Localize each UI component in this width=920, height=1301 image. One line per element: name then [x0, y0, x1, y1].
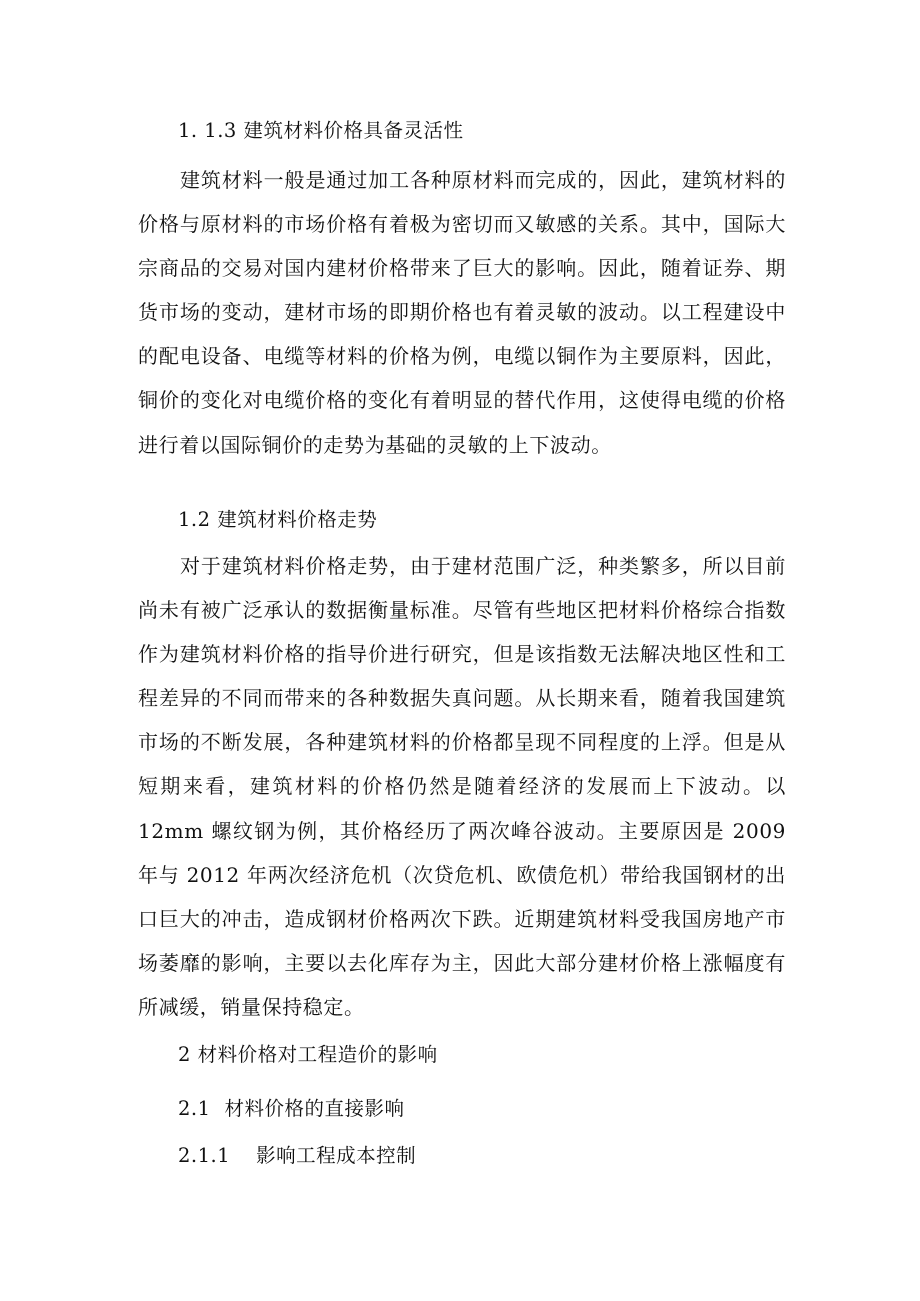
paragraph-material-price-trend: 对于建筑材料价格走势，由于建材范围广泛，种类繁多，所以目前尚未有被广泛承认的数据衡量标准。尽管有些地区把材料价格综合指数作为建筑材料价格的指导价进行研究，但是该指数无法解决地区性和工程差异的不同而带来的各种数据失真问题。从长期来看，随着我国建筑市场的不断发展，各种建筑材料的价格都呈现不同程度的上浮。但是从短期来看，建筑材料的价格仍然是随着经济的发展而上下波动。以 12mm 螺纹钢为例，其价格经历了两次峰谷波动。主要原因是 2009 年与 2012 年两次经济危机（次贷危机、欧债危机）带给我国钢材的出口巨大的冲击，造成钢材价格两次下跌。近期建筑材料受我国房地产市场萎靡的影响，主要以去化库存为主，因此大部分建材价格上涨幅度有所减缓，销量保持稳定。 — [138, 554, 786, 1019]
section-title: 影响工程成本控制 — [256, 1144, 417, 1167]
section-heading-1-1-3: 1. 1.3 建筑材料价格具备灵活性 — [178, 119, 464, 142]
paragraph-material-price-flexibility: 建筑材料一般是通过加工各种原材料而完成的，因此，建筑材料的价格与原材料的市场价格有着极为密切而又敏感的关系。其中，国际大宗商品的交易对国内建材价格带来了巨大的影响。因此，随着证券、期货市场的变动，建材市场的即期价格也有着灵敏的波动。以工程建设中的配电设备、电缆等材料的价格为例，电缆以铜作为主要原料，因此，铜价的变化对电缆价格的变化有着明显的替代作用，这使得电缆的价格进行着以国际铜价的走势为基础的灵敏的上下波动。 — [138, 168, 786, 457]
section-heading-2: 2 材料价格对工程造价的影响 — [178, 1043, 438, 1066]
section-title: 材料价格的直接影响 — [224, 1097, 405, 1120]
section-number: 2.1 — [178, 1097, 211, 1120]
section-heading-1-2: 1.2 建筑材料价格走势 — [178, 508, 378, 531]
section-number: 2.1.1 — [178, 1144, 231, 1167]
section-heading-2-1 — [178, 1095, 405, 1123]
section-heading-2-1-1 — [178, 1142, 416, 1170]
